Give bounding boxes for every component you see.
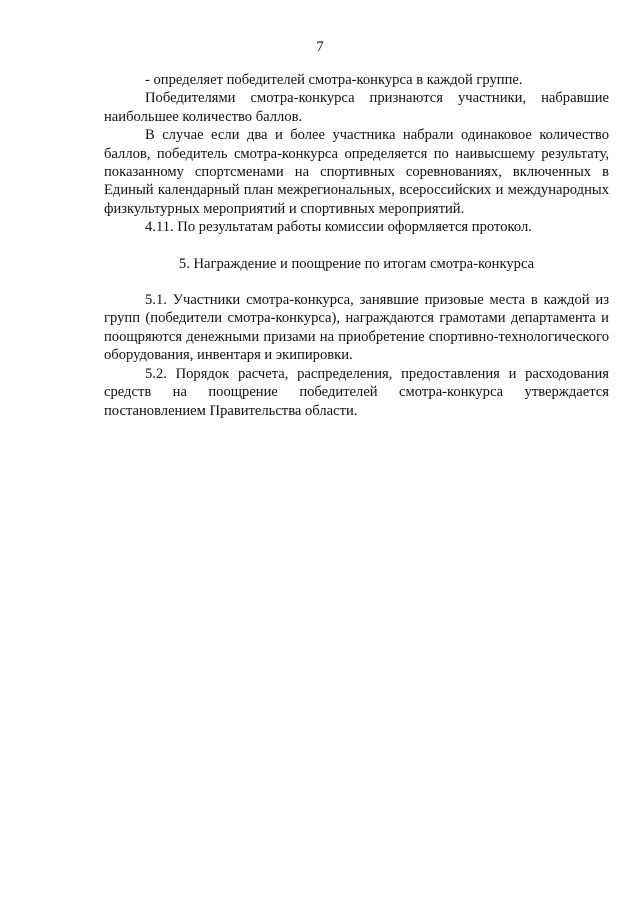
paragraph-tie-rule: В случае если два и более участника набрали одинаковое количество баллов, победитель смотра-конкурса определяется по наивысшему результату, показанному спортсменами на спортивных соревнованиях, включенных в Единый календарный план межрегиональных, всероссийских и международных физкультурных мероприятий и спортивных мероприятий.: [104, 127, 609, 217]
paragraph-protocol: 4.11. По результатам работы комиссии оформляется протокол.: [145, 219, 532, 236]
paragraph-winners-definition: - определяет победителей смотра-конкурса в каждой группе.: [145, 72, 523, 88]
page-number: 7: [316, 39, 324, 55]
paragraph-funding-order: 5.2. Порядок расчета, распределения, предоставления и расходования средств на поощрение победителей смотра-конкурса утверждается постановлением Правительства области.: [104, 365, 609, 419]
paragraph-awards: 5.1. Участники смотра-конкурса, занявшие призовые места в каждой из групп (победители смотра-конкурса), награждаются грамотами департамента и поощряются денежными призами на приобретение спортивно-технологического оборудования, инвентаря и экипировки.: [104, 292, 609, 364]
paragraph-winners-criteria: Победителями смотра-конкурса признаются участники, набравшие наибольшее количество баллов.: [104, 90, 609, 125]
section-heading: 5. Награждение и поощрение по итогам смотра-конкурса: [178, 255, 535, 272]
document-body: [104, 71, 609, 420]
